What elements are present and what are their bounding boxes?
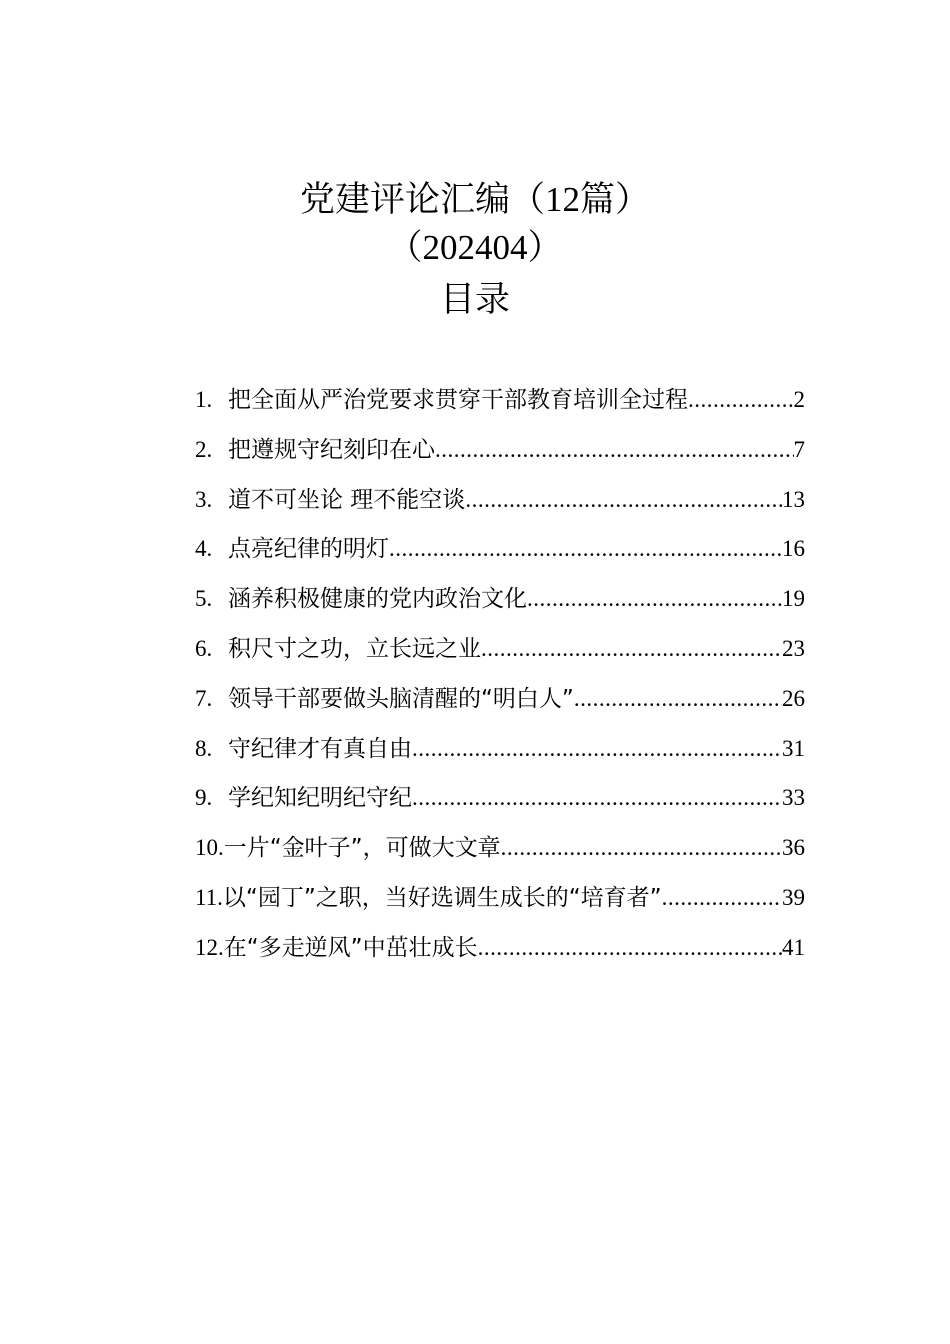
toc-item-number: 2.: [195, 436, 213, 462]
toc-item-title: 一片“金叶子”，可做大文章: [223, 835, 501, 862]
toc-leader-dots: [465, 480, 782, 520]
document-date: [0, 224, 950, 272]
toc-item-title: 学纪知纪明纪守纪: [228, 785, 412, 812]
toc-item[interactable]: [195, 430, 805, 480]
title-line1-number: 12: [545, 180, 580, 219]
toc-leader-dots: [662, 878, 782, 918]
toc-item-page: 19: [782, 586, 805, 612]
toc-leader-dots: [574, 679, 782, 719]
toc-item-number: 11.: [195, 884, 223, 910]
title-line1-suffix: 篇）: [580, 180, 651, 220]
toc-item-page: 7: [793, 436, 805, 462]
toc-item-number: 10.: [195, 835, 224, 861]
title-line1-prefix: 党建评论汇编（: [299, 180, 545, 220]
toc-item-title: 道不可坐论 理不能空谈: [228, 486, 466, 513]
toc-leader-dots: [527, 579, 782, 619]
toc-item[interactable]: [195, 878, 805, 928]
toc-heading: 目录: [439, 280, 510, 320]
toc-leader-dots: [688, 380, 794, 420]
toc-item-number: 3.: [195, 486, 213, 512]
toc-item[interactable]: [195, 579, 805, 629]
toc-item-page: 36: [782, 835, 805, 861]
toc-leader-dots: [412, 729, 782, 769]
toc-item-number: 8.: [195, 735, 213, 761]
toc-item-number: 7.: [195, 685, 213, 711]
toc-leader-dots: [412, 778, 782, 818]
toc-item-title: 把全面从严治党要求贯穿干部教育培训全过程: [228, 387, 688, 413]
toc-item-title: 涵养积极健康的党内政治文化: [228, 586, 527, 613]
title-block: [0, 176, 950, 326]
toc-item-number: 4.: [195, 536, 213, 562]
toc-leader-dots: [435, 430, 794, 470]
toc-item-page: 26: [782, 685, 805, 711]
toc-item[interactable]: [195, 480, 805, 530]
toc-item-page: 23: [782, 635, 805, 661]
toc-item-page: 31: [782, 735, 805, 761]
toc-item-page: 2: [793, 387, 805, 412]
toc-leader-dots: [481, 629, 782, 669]
toc-item-page: 41: [782, 934, 805, 960]
toc-item[interactable]: [195, 928, 805, 978]
toc-item-number: 5.: [195, 586, 213, 612]
toc-item-title: 在“多走逆风”中茁壮成长: [223, 934, 478, 961]
toc-item[interactable]: [195, 629, 805, 679]
toc-item-title: 积尺寸之功，立长远之业: [228, 635, 481, 662]
toc-item-title: 点亮纪律的明灯: [228, 536, 389, 563]
toc-item-number: 6.: [195, 635, 213, 661]
title-line2-number: 202404: [422, 228, 528, 267]
toc-item-number: 12.: [195, 934, 224, 960]
toc-leader-dots: [389, 529, 782, 569]
toc-item-page: 39: [782, 884, 805, 910]
toc-item-page: 16: [782, 536, 805, 562]
toc-item[interactable]: [195, 828, 805, 878]
toc-item[interactable]: [195, 778, 805, 828]
toc-item-page: 13: [782, 486, 805, 512]
toc-leader-dots: [501, 828, 782, 868]
toc-item-number: 9.: [195, 785, 213, 811]
toc-item-title: 领导干部要做头脑清醒的“明白人”: [228, 685, 574, 712]
document-title: [0, 176, 950, 224]
table-of-contents: [195, 380, 805, 978]
toc-item[interactable]: [195, 380, 805, 430]
toc-item-number: 1.: [195, 387, 213, 412]
title-line2-prefix: （: [387, 228, 423, 268]
toc-item-title: 守纪律才有真自由: [228, 735, 412, 762]
title-line2-suffix: ）: [527, 228, 563, 268]
toc-item[interactable]: [195, 679, 805, 729]
toc-item-title: 以“园丁”之职，当好选调生成长的“培育者”: [222, 884, 662, 911]
toc-item-page: 33: [782, 785, 805, 811]
toc-item[interactable]: [195, 729, 805, 779]
toc-item-title: 把遵规守纪刻印在心: [228, 436, 435, 463]
toc-item[interactable]: [195, 529, 805, 579]
toc-leader-dots: [478, 928, 782, 968]
